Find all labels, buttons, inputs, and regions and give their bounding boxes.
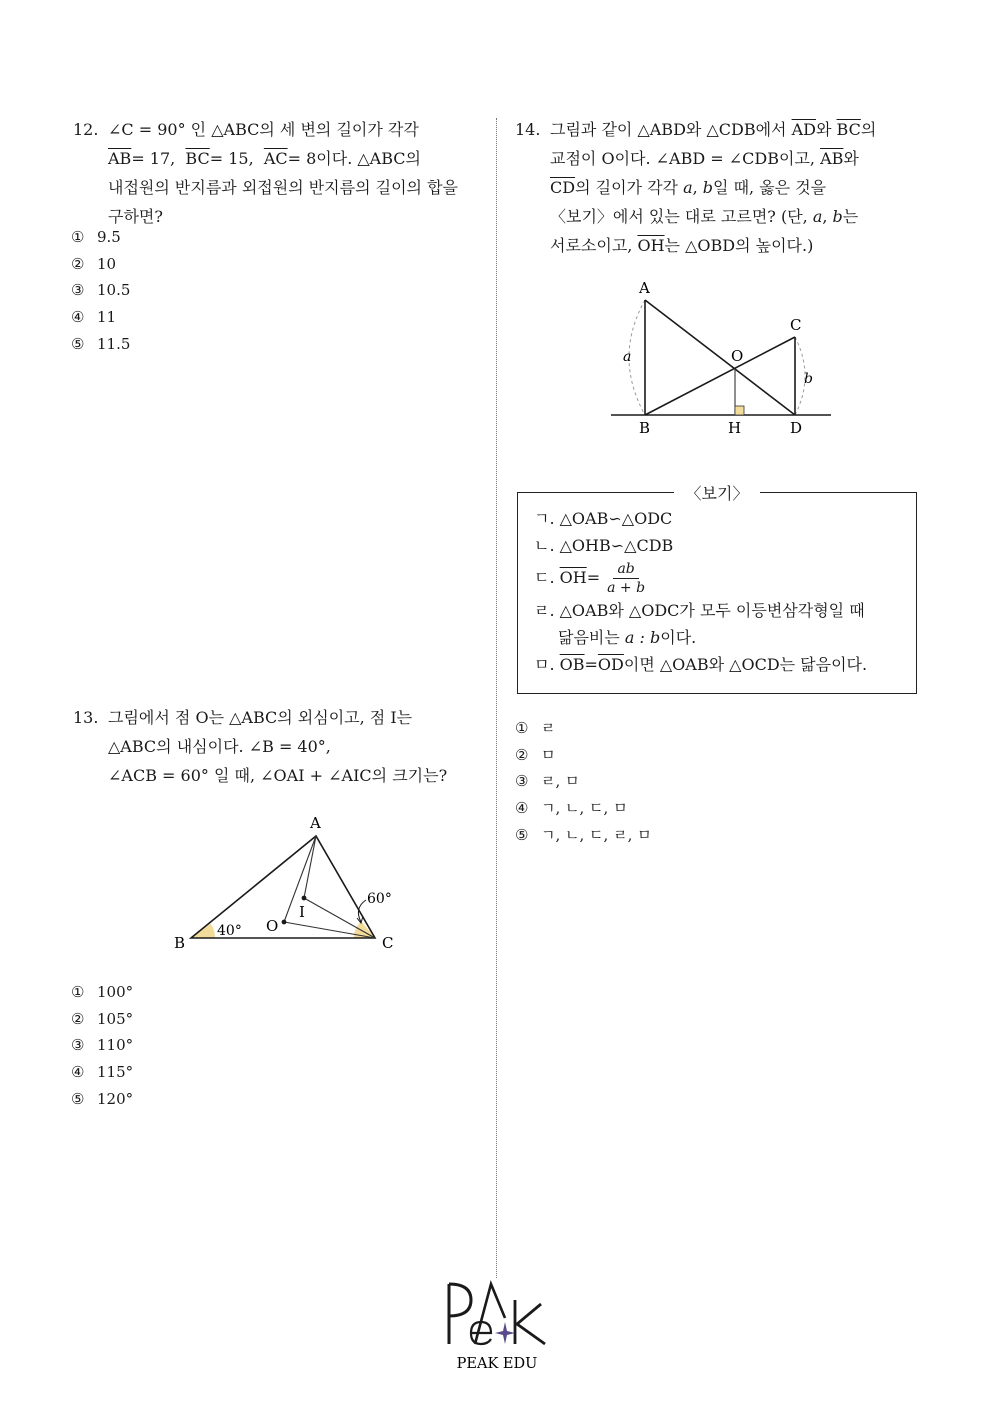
point-o xyxy=(282,920,287,925)
stem-text: 는 △OBD의 높이다.) xyxy=(664,236,814,255)
choice-text: 9.5 xyxy=(97,228,121,246)
choice-text: 105° xyxy=(97,1009,134,1028)
item-text: 닮음비는 xyxy=(558,628,625,647)
stem-line: 내접원의 반지름과 외접원의 반지름의 길이의 합을 xyxy=(108,178,459,197)
q13-choices xyxy=(71,979,133,1113)
q13-triangle-figure xyxy=(168,808,408,958)
question-13 xyxy=(73,703,483,790)
choice-mark: ④ xyxy=(71,308,85,327)
stem-line xyxy=(550,231,925,260)
choice-mark: ① xyxy=(71,983,85,1001)
segment-ad: $\overline{AD}$ xyxy=(791,120,816,139)
question-stem xyxy=(108,703,483,790)
label-c: C xyxy=(382,934,394,952)
choice-1[interactable] xyxy=(71,979,133,1006)
bogi-title xyxy=(518,481,916,504)
choice-1[interactable] xyxy=(515,715,652,742)
choice-5[interactable] xyxy=(71,331,130,358)
stem-text: 〈보기〉에서 있는 대로 고르면? (단, xyxy=(550,207,813,226)
segment-bc: $\overline{BC}$ xyxy=(185,149,210,168)
choice-text: 10.5 xyxy=(97,281,131,300)
label-o: O xyxy=(731,347,744,365)
choice-mark: ④ xyxy=(515,799,529,818)
choice-4[interactable] xyxy=(515,795,652,822)
segment-cd: $\overline{CD}$ xyxy=(550,178,576,197)
angle-c-marker xyxy=(354,921,375,938)
stem-text: 와 xyxy=(815,120,837,139)
segment-ob: $\overline{OB}$ xyxy=(559,655,585,674)
choice-mark: ③ xyxy=(71,281,85,300)
choice-mark: ④ xyxy=(71,1063,85,1082)
label-b: B xyxy=(174,934,186,952)
label-d: D xyxy=(790,419,803,437)
angle-b-label: 40° xyxy=(217,923,242,939)
segment-ab: $\overline{AB}$ xyxy=(108,149,132,168)
right-angle-marker xyxy=(735,406,744,415)
choice-text: 10 xyxy=(97,254,117,273)
label-b: B xyxy=(639,419,651,437)
choice-mark: ⑤ xyxy=(71,334,85,353)
equals: = xyxy=(584,655,598,674)
stem-line: 구하면? xyxy=(108,207,163,226)
segment-ab: $\overline{AB}$ xyxy=(820,149,844,168)
stem-text: 그림과 같이 △ABD와 △CDB에서 xyxy=(550,120,792,139)
star-icon xyxy=(495,1322,515,1344)
item-text: 이다. xyxy=(660,628,697,647)
label-o: O xyxy=(266,917,279,935)
equals: = xyxy=(586,568,601,587)
q14-figure xyxy=(605,275,840,445)
choice-2[interactable] xyxy=(71,1006,133,1033)
q12-choices xyxy=(71,224,130,358)
brand-text: PEAK EDU xyxy=(456,1356,538,1372)
stem-text: 일 때, 옳은 것을 xyxy=(713,178,827,197)
choice-text: 120° xyxy=(97,1089,134,1108)
bogi-title-text: 〈보기〉 xyxy=(674,484,761,503)
var-a: a xyxy=(812,207,823,226)
segment-oh: $\overline{OH}$ xyxy=(559,568,587,587)
bogi-item-2: ㄴ. △OHB∽△CDB xyxy=(534,536,674,555)
choice-mark: ③ xyxy=(71,1036,85,1055)
fraction xyxy=(603,560,649,597)
fraction-denominator: a + b xyxy=(607,580,646,596)
side-a-label: a xyxy=(623,349,632,365)
value-text: = 17, xyxy=(131,149,176,168)
choice-text: 11 xyxy=(97,308,117,327)
stem-text: , xyxy=(692,178,703,197)
question-14 xyxy=(515,115,925,260)
choice-text: 11.5 xyxy=(97,334,131,353)
var-b: b xyxy=(832,207,843,226)
choice-3[interactable] xyxy=(71,1032,133,1059)
choice-3[interactable] xyxy=(71,277,130,304)
stem-text: 교점이 O이다. ∠ABD = ∠CDB이고, xyxy=(550,149,821,168)
choice-text: 115° xyxy=(97,1063,134,1082)
value-text: = 15, xyxy=(209,149,254,168)
choice-text: 100° xyxy=(97,983,134,1001)
segment-ad xyxy=(645,300,795,415)
label-c: C xyxy=(790,316,802,334)
segment-bc xyxy=(645,337,795,415)
var-a: a xyxy=(683,178,693,197)
item-prefix: ㅁ. xyxy=(534,655,560,674)
peak-edu-logo xyxy=(441,1278,553,1374)
ratio-text: a : b xyxy=(624,628,661,647)
side-a-arc xyxy=(629,300,645,415)
bogi-item-1: ㄱ. △OAB∽△ODC xyxy=(534,509,673,528)
stem-line: 그림에서 점 O는 △ABC의 외심이고, 점 I는 xyxy=(108,708,413,727)
choice-mark: ⑤ xyxy=(71,1089,85,1108)
choice-mark: ⑤ xyxy=(515,825,529,844)
segment-od: $\overline{OD}$ xyxy=(597,655,624,674)
choice-3[interactable] xyxy=(515,768,652,795)
bogi-item-4-cont xyxy=(534,624,867,651)
stem-text: 의 길이가 각각 xyxy=(575,178,684,197)
choice-4[interactable] xyxy=(71,304,130,331)
stem-line xyxy=(550,115,925,144)
question-12 xyxy=(73,115,483,231)
choice-2[interactable] xyxy=(71,251,130,278)
stem-line: ∠C = 90° 인 △ABC의 세 변의 길이가 각각 xyxy=(108,120,419,139)
stem-line: ∠ACB = 60° 일 때, ∠OAI + ∠AIC의 크기는? xyxy=(108,766,448,785)
value-text: = 8이다. △ABC의 xyxy=(287,149,421,168)
logo-p-icon xyxy=(449,1284,471,1344)
choice-text: ㄱ, ㄴ, ㄷ, ㄹ, ㅁ xyxy=(541,825,652,844)
choice-mark: ③ xyxy=(515,772,529,791)
choice-5[interactable] xyxy=(71,1086,133,1113)
stem-line: △ABC의 내심이다. ∠B = 40°, xyxy=(108,737,331,756)
choice-mark: ① xyxy=(71,228,85,246)
stem-text: 의 xyxy=(860,120,877,139)
point-i xyxy=(302,896,307,901)
side-b-label: b xyxy=(804,371,813,387)
choice-mark: ② xyxy=(515,745,529,764)
q14-choices xyxy=(515,715,652,849)
bogi-items xyxy=(534,505,867,678)
label-a: A xyxy=(310,814,321,832)
logo-k-icon xyxy=(515,1300,545,1344)
choice-text: ㄱ, ㄴ, ㄷ, ㅁ xyxy=(541,799,628,818)
stem-line xyxy=(108,144,483,173)
choice-text: 110° xyxy=(97,1036,134,1055)
choice-5[interactable] xyxy=(515,822,652,849)
angle-c-label: 60° xyxy=(367,891,392,907)
choice-mark: ① xyxy=(515,719,529,737)
fraction-numerator: ab xyxy=(613,560,638,579)
question-number: 13. xyxy=(73,708,99,727)
label-i: I xyxy=(299,903,305,921)
stem-text: 는 xyxy=(842,207,859,226)
bogi-item-4: ㄹ. △OAB와 △ODC가 모두 이등변삼각형일 때 xyxy=(534,601,865,620)
stem-text: , xyxy=(822,207,833,226)
column-divider xyxy=(496,118,497,1278)
stem-line xyxy=(550,202,925,231)
question-stem xyxy=(550,115,925,260)
stem-line xyxy=(550,173,925,202)
segment-ac: $\overline{AC}$ xyxy=(263,149,288,168)
item-prefix: ㄷ. xyxy=(534,568,560,587)
choice-mark: ② xyxy=(71,1009,85,1028)
bogi-item-5 xyxy=(534,651,867,678)
choice-1[interactable] xyxy=(71,224,130,251)
label-h: H xyxy=(728,419,742,437)
question-stem xyxy=(108,115,483,231)
stem-text: 와 xyxy=(843,149,859,168)
question-number: 12. xyxy=(73,120,99,139)
bogi-box xyxy=(517,484,917,694)
choice-text: ㅁ xyxy=(541,745,556,764)
question-number: 14. xyxy=(515,120,541,139)
bogi-item-3 xyxy=(534,559,867,597)
choice-4[interactable] xyxy=(71,1059,133,1086)
label-a: A xyxy=(639,279,650,297)
segment-bc: $\overline{BC}$ xyxy=(836,120,861,139)
var-b: b xyxy=(702,178,714,197)
segment-oh: $\overline{OH}$ xyxy=(637,236,665,255)
stem-line xyxy=(550,144,925,173)
stem-text: 서로소이고, xyxy=(550,236,638,255)
choice-text: ㄹ xyxy=(541,719,556,737)
item-text: 이면 △OAB와 △OCD는 닮음이다. xyxy=(623,655,868,674)
choice-text: ㄹ, ㅁ xyxy=(541,772,580,791)
logo-a-icon xyxy=(475,1284,505,1344)
choice-2[interactable] xyxy=(515,742,652,769)
choice-mark: ② xyxy=(71,254,85,273)
